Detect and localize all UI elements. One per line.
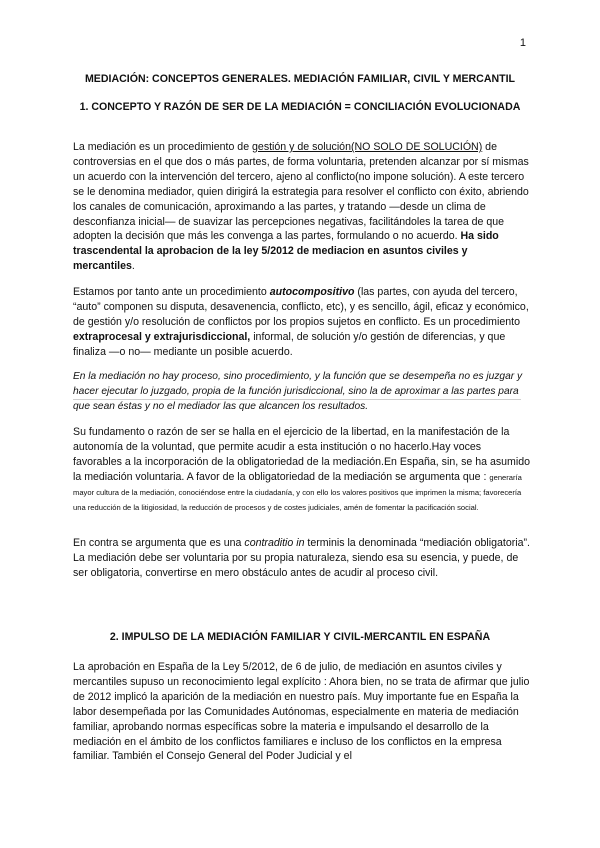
paragraph-en-contra [73,536,531,581]
bold-italic-text: autocompositivo [269,286,355,298]
text-run: de controversias en el que dos o más partes, de forma voluntaria, pretenden alcanzar por sí mismas un acuerdo con la intervención del tercero, ajeno al conflicto(no impone solución). A este tercero se le denomina mediador, quien dirigirá la estrategia para resolver el conflicto con éxito, abriendo los canales de comunicación, aproximando a las partes, y tratando —desde un clima de desconfianza inicial— de suavizar las percepciones negativas, facilitándoles la tarea de que adopten la decisión que más les convenga a las partes, formulando o no acuerdo. [73,141,529,243]
bold-text: extraprocesal y extrajurisdiccional, [73,330,251,343]
page-number: 1 [519,37,526,49]
document-title: MEDIACIÓN: CONCEPTOS GENERALES. MEDIACIÓN FAMILIAR, CIVIL Y MERCANTIL [84,73,516,85]
underline-rule [73,399,521,400]
text-run: Su fundamento o razón de ser se halla en el ejercicio de la libertad, en la manifestación de la autonomía de la voluntad, que permite acudir a esta institución o no hacerlo.Hay voces favorables a la incorporación de la obligatoriedad de la mediación.En España, sin, se ha asumido la mediación voluntaria. A favor de la obligatoriedad de la mediación se argumenta que : [73,426,530,483]
text-run: terminis la denominada “mediación obligatoria”. La mediación debe ser voluntaria por su propia naturaleza, siendo esa su esencia, y puede, de ser obligatoria, convertirse en mero obstáculo antes de acudir al proceso civil. [73,537,530,579]
bold-text: Ha sido trascendental la aprobacion de la ley 5/2012 de mediacion en asuntos civiles y mercantiles [73,230,499,273]
text-run: En contra se argumenta que es una [73,537,245,549]
paragraph-ley-5-2012: La aprobación en España de la Ley 5/2012, de 6 de julio, de mediación en asuntos civiles y mercantiles supuso un reconocimiento legal explícito : Ahora bien, no se trata de afirmar que julio de 2012 implicó la aparición de la mediación en nuestro país. Muy importante fue en España la labor desempeñada por las Comunidades Autónomas, especialmente en materia de mediación familiar, aprobando normas específicas sobre la materia e impulsando el desarrollo de la mediación en el ámbito de los conflictos familiares e incluso de los conflictos en la empresa familiar. También el Consejo General del Poder Judicial y el [73,661,530,763]
section-1-heading: 1. CONCEPTO Y RAZÓN DE SER DE LA MEDIACIÓN = CONCILIACIÓN EVOLUCIONADA [79,101,521,113]
section-2-heading: 2. IMPULSO DE LA MEDIACIÓN FAMILIAR Y CIVIL-MERCANTIL EN ESPAÑA [109,631,491,643]
underlined-text: gestión y de solución(NO SOLO DE SOLUCIÓN) [252,141,483,153]
paragraph-autocompositivo [73,285,531,360]
paragraph-fundamento [73,425,531,514]
small-text: generaría mayor cultura de la mediación, conociéndose entre la ciudadanía, y con ello los valores positivos que imprimen la misma; favorecería una reducción de la litigiosidad, la reducción de procesos y de costes judiciales, amén de fomentar la pacificación social. [73,472,522,512]
paragraph-italic-note: En la mediación no hay proceso, sino procedimiento, y la función que se desempeña no es juzgar y hacer ejecutar lo juzgado, propia de la función jurisdiccional, sino la de aproximar a las partes para que sean éstas y no el mediador las que alcancen los resultados. [73,371,523,412]
text-run: . [131,260,135,273]
text-run: Estamos por tanto ante un procedimiento [73,286,270,298]
paragraph-definition [73,140,531,274]
text-run: informal, de solución y/o gestión de diferencias, y que finaliza —o no— mediante un posible acuerdo. [73,330,506,358]
text-run: La mediación es un procedimiento de [73,141,253,153]
text-run: (las partes, con ayuda del tercero, “auto” componen su disputa, desavenencia, conflicto, etc), y es sencillo, ágil, eficaz y económico, de gestión y/o resolución de conflictos por los propios sujetos en conflicto. Es un procedimiento [73,286,529,328]
italic-text: contraditio in [244,537,305,549]
